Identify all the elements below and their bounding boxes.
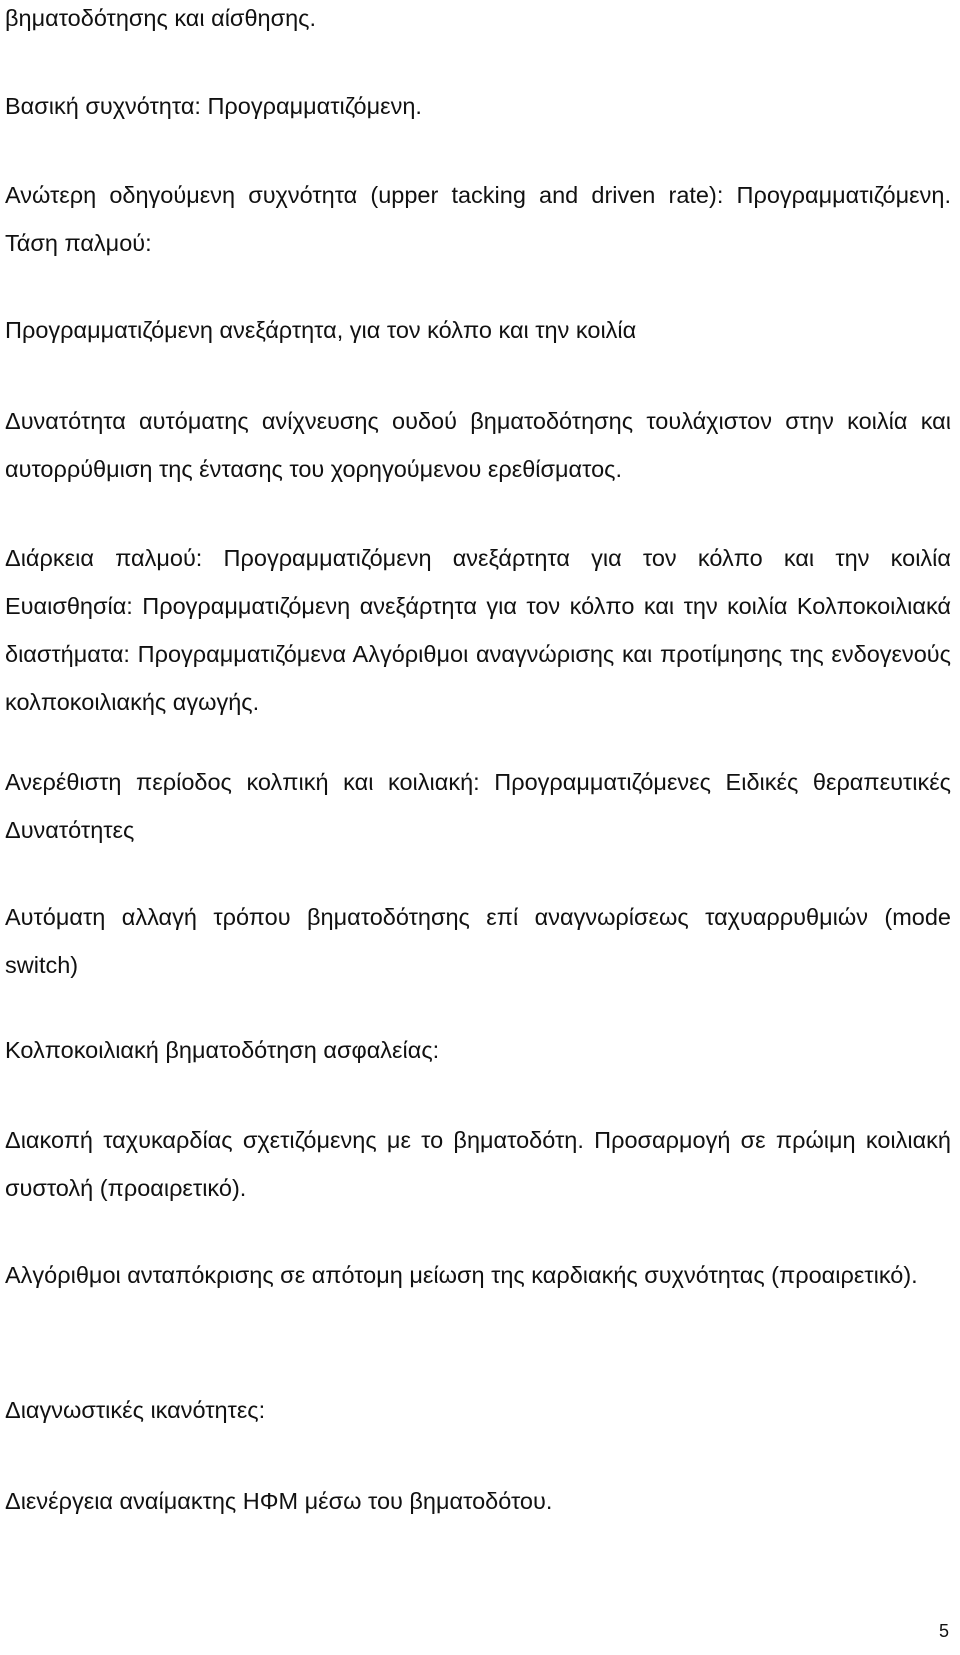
- paragraph-upper-rate: Ανώτερη οδηγούμενη συχνότητα (upper tacking and driven rate): Προγραμματιζόμενη. Τάση παλμού:: [5, 182, 951, 256]
- paragraph-base-rate: Βασική συχνότητα: Προγραμματιζόμενη.: [5, 93, 422, 119]
- page-number: 5: [938, 1621, 949, 1641]
- paragraph-pulse-duration: Διάρκεια παλμού: Προγραμματιζόμενη ανεξάρτητα για τον κόλπο και την κοιλία Ευαισθησία: Προγραμματιζόμενη ανεξάρτητα για τον κόλπο και την κοιλία Κολποκοιλιακά διαστήματα: Προγραμματιζόμενα Αλγόριθμοι αναγνώρισης και προτίμησης της ενδογενούς κολποκοιλιακής αγωγής.: [5, 545, 951, 715]
- paragraph-noninvasive-eps: Διενέργεια αναίμακτης ΗΦΜ μέσω του βηματοδότου.: [5, 1488, 553, 1514]
- paragraph-auto-threshold: Δυνατότητα αυτόματης ανίχνευσης ουδού βηματοδότησης τουλάχιστον στην κοιλία και αυτορρύθμιση της έντασης του χορηγούμενου ερεθίσματος.: [5, 408, 951, 482]
- paragraph-mode-switch: Αυτόματη αλλαγή τρόπου βηματοδότησης επί αναγνωρίσεως ταχυαρρυθμιών (mode switch): [5, 904, 951, 978]
- paragraph-refractory-period: Ανερέθιστη περίοδος κολπική και κοιλιακή: Προγραμματιζόμενες Ειδικές θεραπευτικές Δυνατότητες: [5, 769, 951, 843]
- paragraph-pacing-sensing: βηματοδότησης και αίσθησης.: [5, 5, 317, 31]
- paragraph-independent-programming: Προγραμματιζόμενη ανεξάρτητα, για τον κόλπο και την κοιλία: [5, 317, 637, 343]
- paragraph-safety-pacing: Κολποκοιλιακή βηματοδότηση ασφαλείας:: [5, 1037, 440, 1063]
- paragraph-rate-drop-response: Αλγόριθμοι ανταπόκρισης σε απότομη μείωση της καρδιακής συχνότητας (προαιρετικό).: [5, 1262, 918, 1288]
- paragraph-diagnostics-heading: Διαγνωστικές ικανότητες:: [5, 1397, 266, 1423]
- paragraph-tachycardia-termination: Διακοπή ταχυκαρδίας σχετιζόμενης με το βηματοδότη. Προσαρμογή σε πρώιμη κοιλιακή συστολή (προαιρετικό).: [5, 1127, 951, 1201]
